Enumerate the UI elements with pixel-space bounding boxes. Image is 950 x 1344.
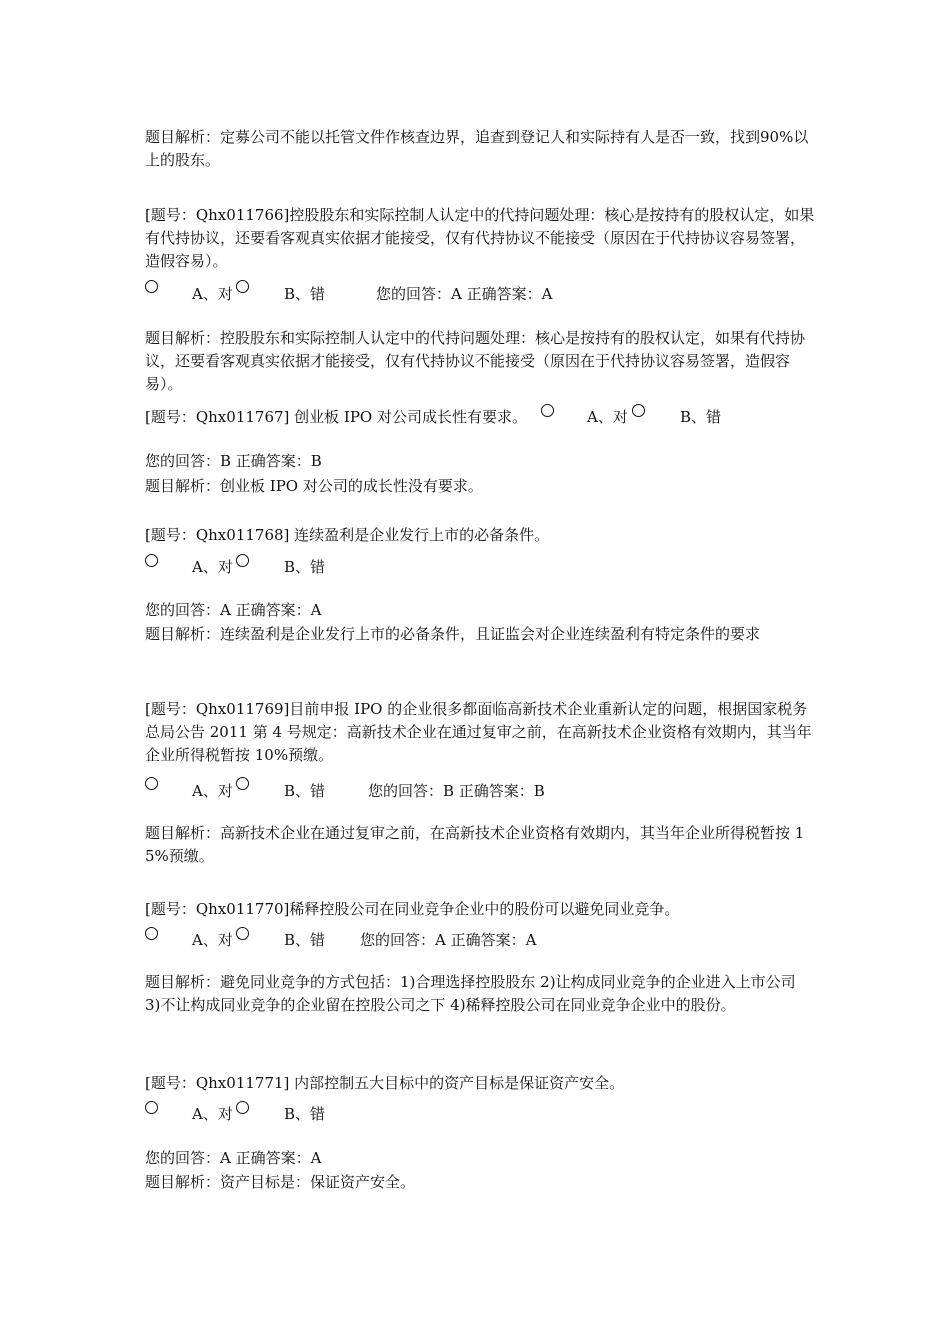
option-a-label: A、对 bbox=[192, 1105, 233, 1123]
answer-text: 您的回答：A 正确答案：A bbox=[376, 285, 553, 303]
question-analysis: 题目解析：高新技术企业在通过复审之前，在高新技术企业资格有效期内，其当年企业所得税暂按 15%预缴。 bbox=[145, 824, 805, 865]
option-a-label: A、对 bbox=[192, 558, 233, 576]
radio-option-a[interactable] bbox=[145, 554, 158, 567]
question-analysis: 题目解析：定募公司不能以托管文件作核查边界，追查到登记人和实际持有人是否一致，找到90%以上的股东。 bbox=[145, 128, 809, 169]
option-a-label: A、对 bbox=[192, 782, 233, 800]
radio-option-a[interactable] bbox=[145, 280, 158, 293]
option-a-label: A、对 bbox=[192, 285, 233, 303]
question-analysis: 题目解析：控股股东和实际控制人认定中的代持问题处理：核心是按持有的股权认定，如果有代持协议，还要看客观真实依据才能接受，仅有代持协议不能接受（原因在于代持协议容易签署，造假容易）。 bbox=[145, 329, 806, 393]
option-b-label: B、错 bbox=[284, 285, 326, 303]
question-text: [题号：Qhx011769]目前申报 IPO 的企业很多都面临高新技术企业重新认定的问题，根据国家税务总局公告 2011 第 4 号规定：高新技术企业在通过复审之前，在高新技术企业资格有效期内，其当年企业所得税暂按 10%预缴。 bbox=[145, 700, 812, 764]
radio-option-a[interactable] bbox=[541, 404, 554, 417]
question-text: [题号：Qhx011768] 连续盈利是企业发行上市的必备条件。 bbox=[145, 526, 550, 544]
radio-option-a[interactable] bbox=[145, 777, 158, 790]
answer-text: 您的回答：A 正确答案：A bbox=[145, 601, 322, 619]
option-b-label: B、错 bbox=[284, 782, 326, 800]
question-text: [题号：Qhx011767] 创业板 IPO 对公司成长性有要求。 bbox=[145, 408, 528, 426]
question-analysis: 题目解析：资产目标是：保证资产安全。 bbox=[145, 1173, 416, 1191]
radio-option-b[interactable] bbox=[236, 777, 249, 790]
question-analysis: 题目解析：创业板 IPO 对公司的成长性没有要求。 bbox=[145, 477, 483, 495]
answer-text: 您的回答：A 正确答案：A bbox=[360, 931, 537, 949]
option-b-label: B、错 bbox=[284, 931, 326, 949]
radio-option-b[interactable] bbox=[236, 280, 249, 293]
question-analysis: 题目解析：连续盈利是企业发行上市的必备条件，且证监会对企业连续盈利有特定条件的要求 bbox=[145, 625, 761, 643]
radio-option-a[interactable] bbox=[145, 1101, 158, 1114]
radio-option-b[interactable] bbox=[236, 1101, 249, 1114]
option-b-label: B、错 bbox=[284, 1105, 326, 1123]
question-text: [题号：Qhx011766]控股股东和实际控制人认定中的代持问题处理：核心是按持有的股权认定，如果有代持协议，还要看客观真实依据才能接受，仅有代持协议不能接受（原因在于代持协议容易签署，造假容易）。 bbox=[145, 206, 815, 270]
answer-text: 您的回答：B 正确答案：B bbox=[368, 782, 545, 800]
question-text: [题号：Qhx011771] 内部控制五大目标中的资产目标是保证资产安全。 bbox=[145, 1074, 625, 1092]
option-a-label: A、对 bbox=[587, 408, 628, 426]
option-b-label: B、错 bbox=[284, 558, 326, 576]
radio-option-a[interactable] bbox=[145, 927, 158, 940]
option-b-label: B、错 bbox=[680, 408, 722, 426]
question-analysis: 题目解析：避免同业竞争的方式包括：1)合理选择控股股东 2)让构成同业竞争的企业进入上市公司 3)不让构成同业竞争的企业留在控股公司之下 4)稀释控股公司在同业竞争企业中的股份。 bbox=[145, 973, 801, 1014]
question-text: [题号：Qhx011770]稀释控股公司在同业竞争企业中的股份可以避免同业竞争。 bbox=[145, 900, 680, 918]
option-a-label: A、对 bbox=[192, 931, 233, 949]
answer-text: 您的回答：B 正确答案：B bbox=[145, 452, 322, 470]
radio-option-b[interactable] bbox=[632, 404, 645, 417]
radio-option-b[interactable] bbox=[236, 927, 249, 940]
answer-text: 您的回答：A 正确答案：A bbox=[145, 1149, 322, 1167]
radio-option-b[interactable] bbox=[236, 554, 249, 567]
